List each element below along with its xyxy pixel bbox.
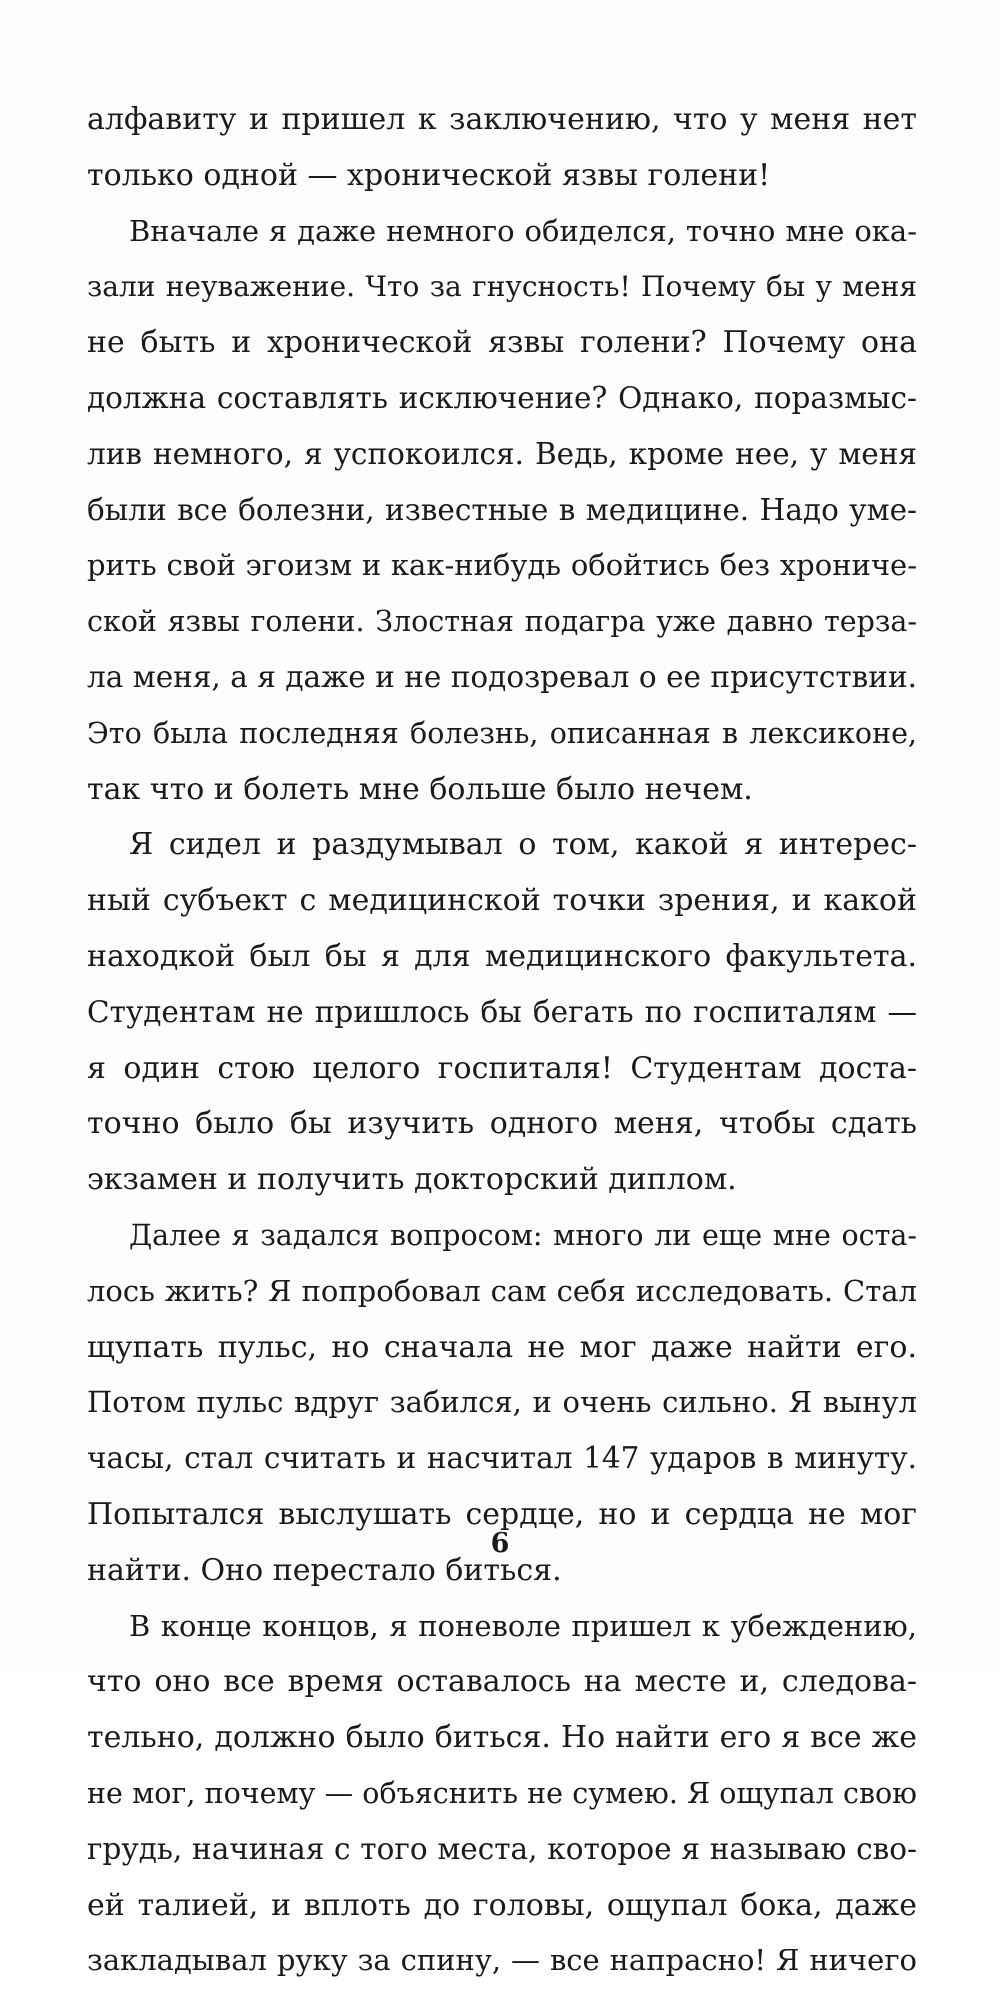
- text-line: ской язвы голени. Злостная подагра уже давно терза-: [87, 605, 917, 639]
- page-number: 6: [490, 1528, 510, 1559]
- text-line: Потом пульс вдруг забился, и очень сильно. Я вынул: [87, 1385, 917, 1420]
- text-line: Далее я задался вопросом: много ли еще мне оста-: [129, 1218, 917, 1252]
- text-line: ей талией, и вплоть до головы, ощупал бока, даже: [87, 1887, 917, 1923]
- text-line: что оно все время оставалось на месте и, следова-: [87, 1664, 917, 1700]
- text-line: Это была последняя болезнь, описанная в лексиконе,: [87, 716, 917, 750]
- text-line: закладывал руку за спину, — все напрасно! Я ничего: [87, 1943, 917, 1978]
- text-line: Вначале я даже немного обиделся, точно мне ока-: [129, 213, 917, 248]
- text-line: лось жить? Я попробовал сам себя исследовать. Стал: [87, 1273, 917, 1308]
- text-line: Попытался выслушать сердце, но и сердца не мог: [87, 1496, 917, 1532]
- text-line: были все болезни, известные в медицине. Надо уме-: [87, 492, 917, 527]
- text-line: лив немного, я успокоился. Ведь, кроме нее, у меня: [87, 436, 917, 471]
- text-line: зали неуважение. Что за гнусность! Почему бы у меня: [87, 270, 917, 304]
- text-line: найти. Оно перестало биться.: [87, 1552, 562, 1588]
- text-line: не мог, почему — объяснить не сумею. Я ощупал свою: [87, 1776, 917, 1810]
- text-line: тельно, должно было биться. Но найти его я все же: [87, 1720, 917, 1756]
- text-line: я один стою целого госпиталя! Студентам доста-: [87, 1050, 917, 1086]
- text-line: Студентам не пришлось бы бегать по госпиталям —: [87, 994, 917, 1029]
- body-text: [87, 92, 917, 1989]
- text-line: алфавиту и пришел к заключению, что у меня нет: [87, 102, 917, 137]
- text-line: рить свой эгоизм и как-нибудь обойтись без хрониче-: [87, 548, 917, 583]
- text-line: ный субъект с медицинской точки зрения, и какой: [87, 883, 917, 919]
- text-line: так что и болеть мне больше было нечем.: [87, 771, 753, 807]
- text-line: ла меня, а я даже и не подозревал о ее присутствии.: [87, 659, 917, 694]
- text-line: не быть и хронической язвы голени? Почему она: [87, 325, 917, 361]
- text-line: Я сидел и раздумывал о том, какой я интерес-: [129, 827, 917, 863]
- text-line: В конце концов, я поневоле пришел к убеждению,: [129, 1608, 917, 1643]
- text-line: щупать пульс, но сначала не мог даже найти его.: [87, 1329, 917, 1365]
- text-line: грудь, начиная с того места, которое я называю сво-: [87, 1831, 917, 1866]
- text-line: экзамен и получить докторский диплом.: [87, 1162, 737, 1198]
- text-line: точно было бы изучить одного меня, чтобы сдать: [87, 1106, 917, 1142]
- text-line: находкой был бы я для медицинского факультета.: [87, 938, 917, 974]
- text-line: только одной — хронической язвы голени!: [87, 157, 771, 193]
- text-line: часы, стал считать и насчитал 147 ударов в минуту.: [87, 1441, 917, 1476]
- text-line: должна составлять исключение? Однако, поразмыс-: [87, 380, 917, 415]
